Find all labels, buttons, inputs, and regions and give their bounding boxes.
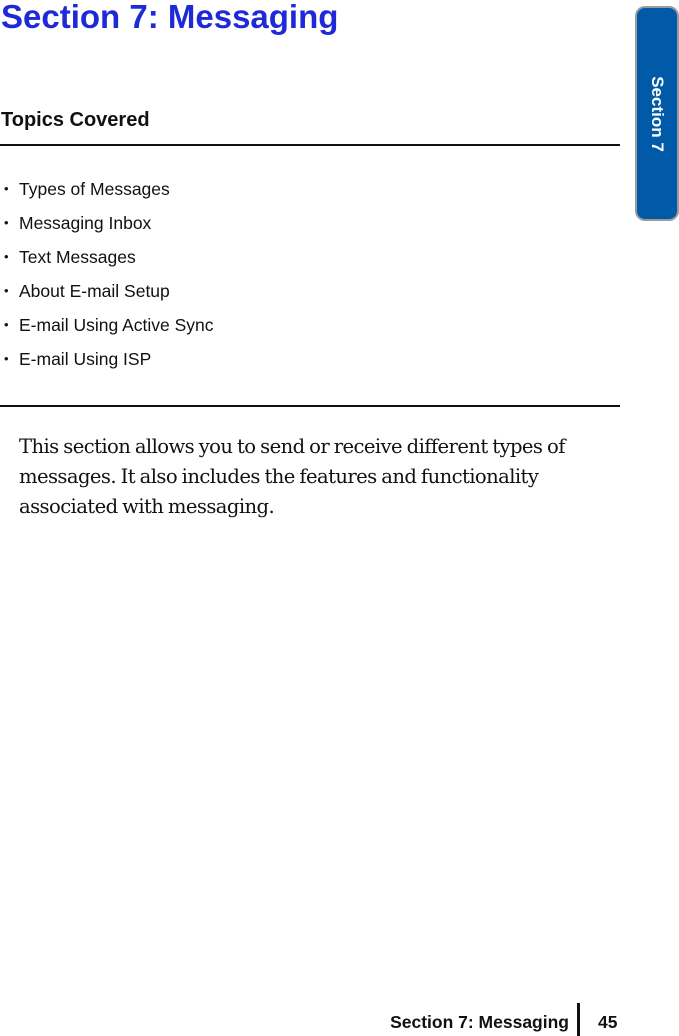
page-title: Section 7: Messaging — [1, 0, 339, 35]
topic-label: Text Messages — [19, 247, 136, 267]
section-tab-label: Section 7 — [648, 75, 667, 152]
topics-bottom-divider — [0, 405, 620, 407]
section-intro-paragraph: This section allows you to send or receive different types of messages. It also includes the features and functionality associated with messaging. — [19, 435, 565, 518]
bullet-icon: • — [4, 283, 9, 298]
page-number: 45 — [598, 1012, 618, 1032]
bullet-icon: • — [4, 249, 9, 264]
list-item — [0, 342, 214, 376]
topic-label: E-mail Using Active Sync — [19, 315, 214, 335]
list-item — [0, 240, 214, 274]
topics-top-divider — [0, 144, 620, 146]
footer-section-label: Section 7: Messaging — [390, 1012, 569, 1032]
footer-divider — [577, 1003, 580, 1036]
bullet-icon: • — [4, 317, 9, 332]
list-item — [0, 172, 214, 206]
topic-label: Messaging Inbox — [19, 213, 152, 233]
list-item — [0, 206, 214, 240]
section-tab[interactable] — [635, 6, 679, 221]
topics-list — [0, 172, 214, 376]
bullet-icon: • — [4, 181, 9, 196]
topics-heading: Topics Covered — [1, 109, 150, 131]
bullet-icon: • — [4, 215, 9, 230]
list-item — [0, 274, 214, 308]
topic-label: Types of Messages — [19, 179, 170, 199]
bullet-icon: • — [4, 351, 9, 366]
list-item — [0, 308, 214, 342]
topic-label: E-mail Using ISP — [19, 349, 152, 369]
topic-label: About E-mail Setup — [19, 281, 170, 301]
